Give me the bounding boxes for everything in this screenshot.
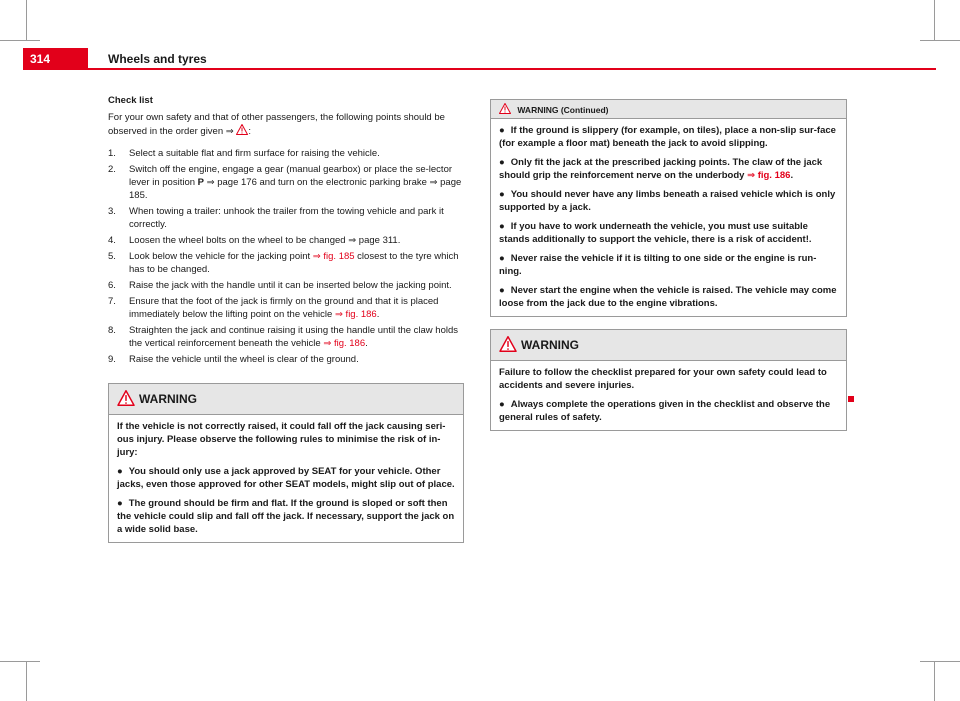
step-text: Raise the vehicle until the wheel is clear of the ground.: [129, 354, 359, 365]
warning-box-2-body: [491, 361, 846, 430]
header-rule: [88, 68, 936, 70]
checklist-intro-text: For your own safety and that of other passengers, the following points should be observed in the order given ⇒: [108, 112, 445, 137]
warning-bullet: [499, 398, 838, 424]
warning-triangle-icon[interactable]: [236, 124, 248, 135]
bullet-icon: ●: [499, 399, 505, 410]
step-number: 3.: [108, 206, 116, 217]
step-item: [108, 163, 464, 202]
step-number: 9.: [108, 354, 116, 365]
warning-title: WARNING: [521, 338, 579, 352]
bullet-icon: ●: [117, 498, 123, 509]
step-number: 7.: [108, 296, 116, 307]
step-text: Ensure that the foot of the jack is firmly on the ground and that it is placed immediately below the lifting point on the vehicle: [129, 296, 439, 320]
step-text: .: [376, 309, 380, 320]
step-text: ⇒ page 176 and turn on the electronic parking brake ⇒ page 185.: [129, 177, 462, 201]
warning-bullet: [499, 252, 838, 278]
crop-mark: [26, 661, 27, 701]
warning-box: [108, 383, 464, 543]
warning-bullet-text: Only fit the jack at the prescribed jacking points. The claw of the jack should grip the reinforcement nerve on the underbody: [499, 157, 823, 181]
chapter-title: Wheels and tyres: [108, 52, 207, 66]
warning-bullet: [499, 284, 838, 310]
step-text: Select a suitable flat and firm surface for raising the vehicle.: [129, 148, 380, 159]
warning-bullet-text: If the ground is slippery (for example, on tiles), place a non-slip sur-face (for example a floor mat) beneath the jack to avoid slipping.: [499, 125, 836, 149]
bullet-icon: ●: [499, 157, 505, 168]
step-text: Loosen the wheel bolts on the wheel to be changed ⇒ page 311.: [129, 235, 401, 246]
step-number: 8.: [108, 325, 116, 336]
warning-bullet: [499, 220, 838, 246]
warning-title: WARNING: [139, 392, 197, 406]
warning-bullet: [499, 156, 838, 182]
step-number: 2.: [108, 164, 116, 175]
bullet-icon: ●: [499, 125, 505, 136]
checklist-steps: [108, 147, 464, 366]
figure-link[interactable]: ⇒ fig. 186: [747, 170, 791, 181]
page-number: 314: [23, 48, 88, 70]
warning-box-body: [109, 415, 463, 542]
warning-bullet-text: .: [790, 170, 794, 181]
step-text: closest to the tyre which has to be changed.: [129, 251, 459, 275]
step-text: Look below the vehicle for the jacking point: [129, 251, 313, 262]
warning-box-2-header: [491, 330, 846, 361]
bullet-icon: ●: [499, 285, 505, 296]
warning-bullet-text: You should never have any limbs beneath a raised vehicle which is only supported by a jack.: [499, 189, 836, 213]
warning-bullet: [117, 497, 455, 536]
crop-mark: [934, 661, 935, 701]
warning-continued-title: WARNING (Continued): [517, 105, 609, 115]
warning-bullet: [499, 188, 838, 214]
right-column: [490, 99, 847, 431]
warning-intro: Failure to follow the checklist prepared for your own safety could lead to accidents and severe injuries.: [499, 367, 827, 391]
crop-mark: [920, 40, 960, 41]
step-item: [108, 205, 464, 231]
selector-position: P: [197, 177, 204, 188]
checklist-intro: [108, 111, 464, 138]
section-end-marker: [848, 396, 854, 402]
step-item: [108, 234, 464, 247]
crop-mark: [26, 0, 27, 40]
warning-bullet-text: Never start the engine when the vehicle is raised. The vehicle may come loose from the jack due to the engine vibrations.: [499, 285, 837, 309]
warning-bullet-text: The ground should be firm and flat. If the ground is sloped or soft then the vehicle could slip and fall off the jack. If necessary, support the jack on a wide solid base.: [117, 498, 455, 535]
warning-continued-box: [490, 99, 847, 317]
warning-box-2: [490, 329, 847, 431]
step-text: Straighten the jack and continue raising it using the handle until the claw holds the vertical reinforcement beneath the vehicle: [129, 325, 459, 349]
step-number: 5.: [108, 251, 116, 262]
left-column: [108, 95, 464, 543]
crop-mark: [0, 661, 40, 662]
step-item: [108, 324, 464, 350]
warning-bullet: [499, 124, 838, 150]
checklist-heading: Check list: [108, 95, 153, 106]
bullet-icon: ●: [499, 221, 505, 232]
warning-intro: If the vehicle is not correctly raised, it could fall off the jack causing seri-ous injury. Please observe the following rules to minimise the risk of in-jury:: [117, 421, 446, 458]
step-number: 6.: [108, 280, 116, 291]
warning-bullet-text: If you have to work underneath the vehicle, you must use suitable stands additionally to support the vehicle, there is a risk of accident!.: [499, 221, 812, 245]
figure-link[interactable]: ⇒ fig. 186: [323, 338, 366, 349]
warning-triangle-icon: [499, 103, 511, 114]
bullet-icon: ●: [499, 253, 505, 264]
crop-mark: [934, 0, 935, 40]
bullet-icon: ●: [117, 466, 123, 477]
warning-continued-header: [491, 100, 846, 119]
step-item: [108, 279, 464, 292]
step-item: [108, 353, 464, 366]
step-text: When towing a trailer: unhook the trailer from the towing vehicle and park it correctly.: [129, 206, 444, 230]
step-item: [108, 250, 464, 276]
step-text: Raise the jack with the handle until it can be inserted below the jacking point.: [129, 280, 452, 291]
step-item: [108, 147, 464, 160]
figure-link[interactable]: ⇒ fig. 186: [334, 309, 377, 320]
bullet-icon: ●: [499, 189, 505, 200]
step-item: [108, 295, 464, 321]
warning-triangle-icon: [117, 390, 135, 406]
warning-bullet-text: Never raise the vehicle if it is tilting to one side or the engine is run-ning.: [499, 253, 817, 277]
step-text: Switch off the engine, engage a gear (manual gearbox) or place the se-lector lever in position: [129, 164, 453, 188]
warning-bullet-text: You should only use a jack approved by SEAT for your vehicle. Other jacks, even those approved for other SEAT models, might slip out of place.: [117, 466, 455, 490]
step-text: .: [365, 338, 368, 349]
warning-continued-body: [491, 119, 846, 316]
warning-bullet-text: Always complete the operations given in the checklist and observe the general rules of safety.: [499, 399, 831, 423]
crop-mark: [920, 661, 960, 662]
checklist-intro-colon: :: [248, 126, 252, 137]
warning-box-header: [109, 384, 463, 415]
figure-link[interactable]: ⇒ fig. 185: [312, 251, 355, 262]
crop-mark: [0, 40, 40, 41]
warning-bullet: [117, 465, 455, 491]
warning-triangle-icon: [499, 336, 517, 352]
step-number: 4.: [108, 235, 116, 246]
step-number: 1.: [108, 148, 116, 159]
